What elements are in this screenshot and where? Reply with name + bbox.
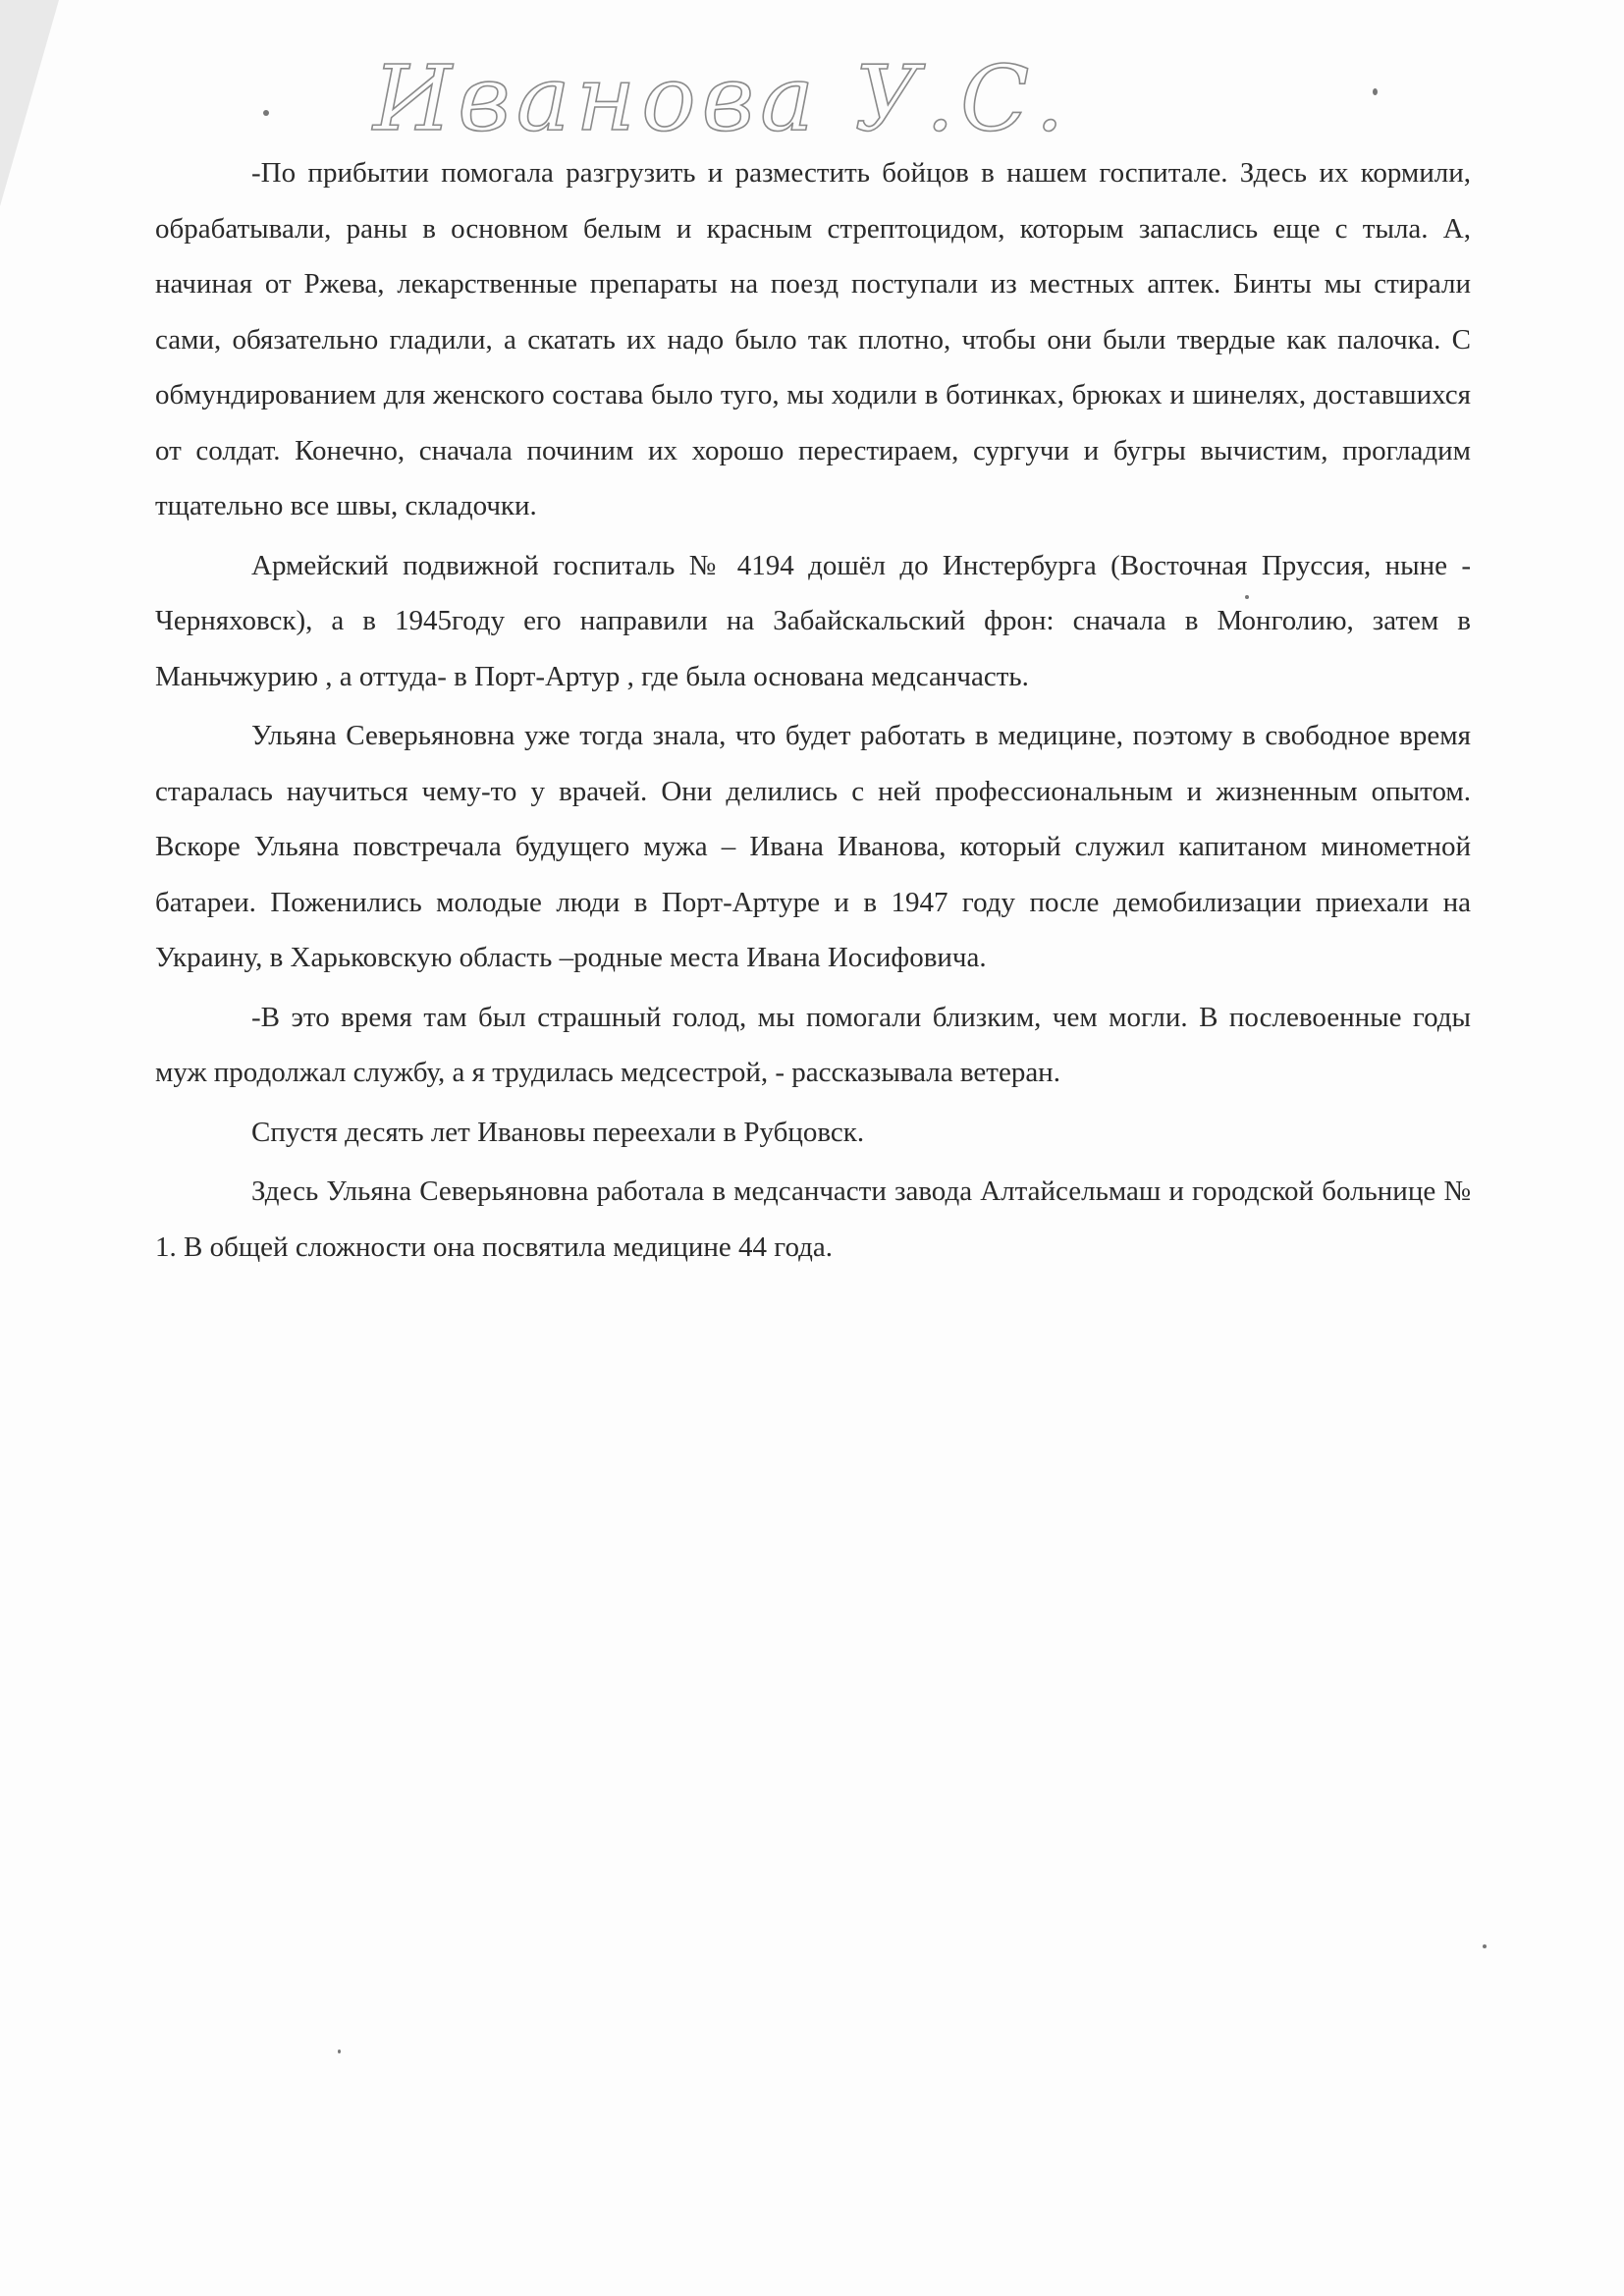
document-body: [155, 145, 1471, 1279]
handwritten-signature: [363, 39, 1070, 157]
paragraph-6: Здесь Ульяна Северьяновна работала в медсанчасти завода Алтайсельмаш и городской больнице № 1. В общей сложности она посвятила медицине 44 года.: [155, 1175, 1471, 1263]
paragraph-3: Ульяна Северьяновна уже тогда знала, что будет работать в медицине, поэтому в свободное время старалась научиться чему-то у врачей. Они делились с ней профессиональным и жизненным опытом. Вскоре Ульяна повстречала будущего мужа – Ивана Иванова, который служил капитаном минометной батареи. Поженились молодые люди в Порт-Артуре и в 1947 году после демобилизации приехали на Украину, в Харьковскую область –родные места Ивана Иосифовича.: [155, 720, 1471, 973]
page-corner-shadow: [0, 0, 59, 206]
scan-speck: [1483, 1944, 1487, 1948]
handwritten-signature-graphic: [363, 39, 1070, 157]
paragraph-4: -В это время там был страшный голод, мы помогали близким, чем могли. В послевоенные годы муж продолжал службу, а я трудилась медсестрой, - рассказывала ветеран.: [155, 1001, 1471, 1088]
scan-speck: [263, 110, 269, 116]
paragraph-2: Армейский подвижной госпиталь № 4194 дошёл до Инстербурга (Восточная Пруссия, ныне - Черняховск), а в 1945году его направили на Забайскальский фрон: сначала в Монголию, затем в Маньчжурию , а оттуда- в Порт-Артур , где была основана медсанчасть.: [155, 549, 1471, 692]
scan-speck: [1373, 88, 1378, 95]
handwritten-name: Иванова У.С.: [373, 46, 1070, 151]
paragraph-5: Спустя десять лет Ивановы переехали в Рубцовск.: [251, 1116, 865, 1148]
scan-speck: [338, 2050, 341, 2053]
paragraph-1: -По прибытии помогала разгрузить и разместить бойцов в нашем госпитале. Здесь их кормили, обрабатывали, раны в основном белым и красным стрептоцидом, которым запаслись еще с тыла. А, начиная от Ржева, лекарственные препараты на поезд поступали из местных аптек. Бинты мы стирали сами, обязательно гладили, а скатать их надо было так плотно, чтобы они были твердые как палочка. С обмундированием для женского состава было туго, мы ходили в ботинках, брюках и шинелях, доставшихся от солдат. Конечно, сначала починим их хорошо перестираем, сургучи и бугры вычистим, прогладим тщательно все швы, складочки.: [155, 157, 1471, 521]
